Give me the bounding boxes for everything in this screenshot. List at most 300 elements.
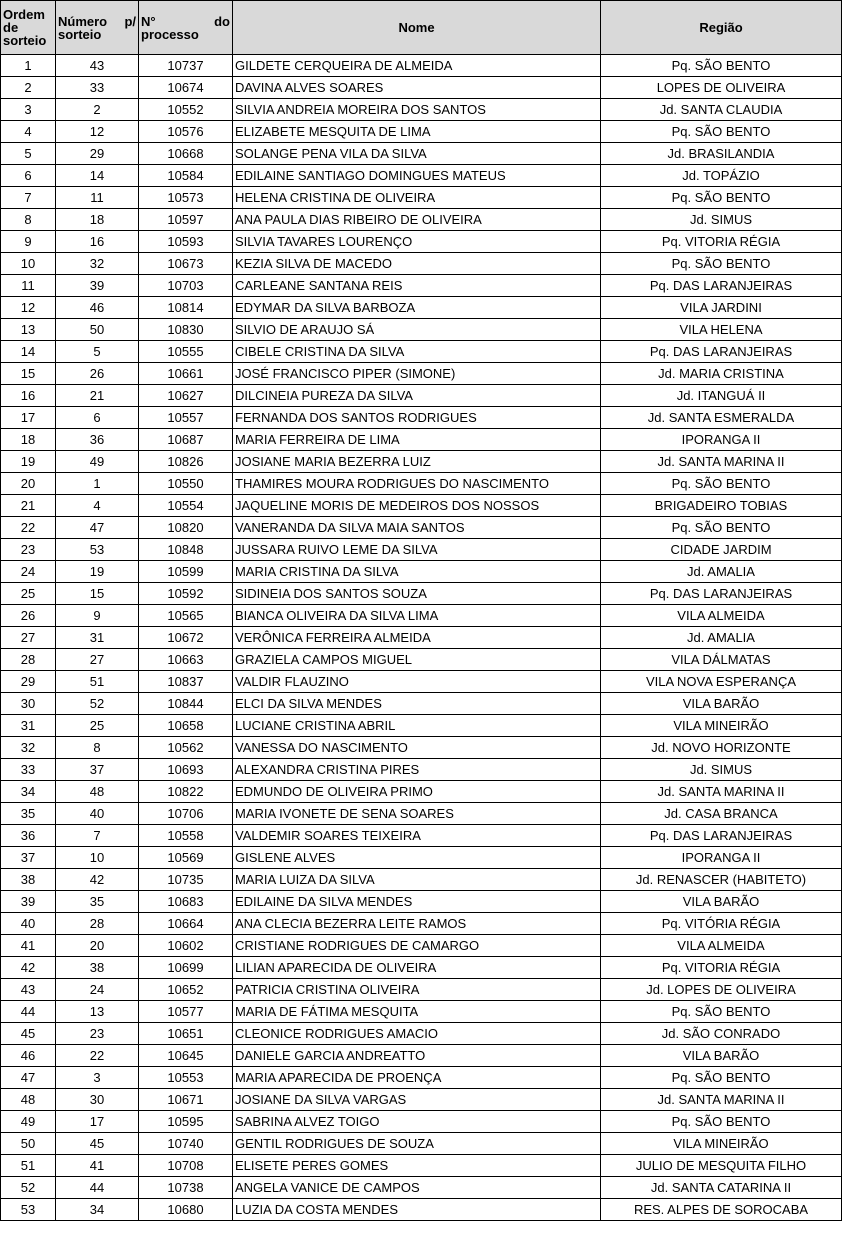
cell-regiao: CIDADE JARDIM xyxy=(601,539,842,561)
cell-regiao: Jd. SÃO CONRADO xyxy=(601,1023,842,1045)
table-row xyxy=(1,1067,842,1089)
cell-regiao: Pq. DAS LARANJEIRAS xyxy=(601,583,842,605)
table-row xyxy=(1,803,842,825)
cell-regiao: Jd. SIMUS xyxy=(601,209,842,231)
cell-processo: 10822 xyxy=(139,781,233,803)
cell-numero-sorteio: 13 xyxy=(56,1001,139,1023)
table-row xyxy=(1,847,842,869)
table-row xyxy=(1,451,842,473)
cell-numero-sorteio: 27 xyxy=(56,649,139,671)
cell-regiao: VILA HELENA xyxy=(601,319,842,341)
cell-numero-sorteio: 45 xyxy=(56,1133,139,1155)
header-ordem-line3: sorteio xyxy=(3,33,47,48)
cell-regiao: Pq. VITÓRIA RÉGIA xyxy=(601,913,842,935)
table-row xyxy=(1,1111,842,1133)
cell-nome: GISLENE ALVES xyxy=(233,847,601,869)
cell-ordem: 2 xyxy=(1,77,56,99)
cell-ordem: 39 xyxy=(1,891,56,913)
cell-ordem: 34 xyxy=(1,781,56,803)
cell-nome: MARIA APARECIDA DE PROENÇA xyxy=(233,1067,601,1089)
cell-numero-sorteio: 28 xyxy=(56,913,139,935)
cell-regiao: IPORANGA II xyxy=(601,429,842,451)
table-row xyxy=(1,605,842,627)
cell-processo: 10652 xyxy=(139,979,233,1001)
cell-numero-sorteio: 7 xyxy=(56,825,139,847)
cell-processo: 10844 xyxy=(139,693,233,715)
table-row xyxy=(1,187,842,209)
cell-numero-sorteio: 34 xyxy=(56,1199,139,1221)
table-row xyxy=(1,407,842,429)
cell-regiao: Pq. SÃO BENTO xyxy=(601,253,842,275)
cell-processo: 10830 xyxy=(139,319,233,341)
cell-nome: EDILAINE DA SILVA MENDES xyxy=(233,891,601,913)
table-row xyxy=(1,121,842,143)
cell-nome: JOSIANE DA SILVA VARGAS xyxy=(233,1089,601,1111)
cell-nome: DAVINA ALVES SOARES xyxy=(233,77,601,99)
cell-nome: SIDINEIA DOS SANTOS SOUZA xyxy=(233,583,601,605)
table-row xyxy=(1,979,842,1001)
table-row xyxy=(1,1001,842,1023)
table-row xyxy=(1,957,842,979)
cell-numero-sorteio: 16 xyxy=(56,231,139,253)
cell-regiao: Pq. DAS LARANJEIRAS xyxy=(601,341,842,363)
cell-numero-sorteio: 18 xyxy=(56,209,139,231)
cell-ordem: 10 xyxy=(1,253,56,275)
table-row xyxy=(1,825,842,847)
cell-ordem: 14 xyxy=(1,341,56,363)
cell-numero-sorteio: 24 xyxy=(56,979,139,1001)
cell-numero-sorteio: 9 xyxy=(56,605,139,627)
cell-nome: ELIZABETE MESQUITA DE LIMA xyxy=(233,121,601,143)
table-row xyxy=(1,517,842,539)
cell-processo: 10584 xyxy=(139,165,233,187)
cell-regiao: Jd. LOPES DE OLIVEIRA xyxy=(601,979,842,1001)
cell-processo: 10668 xyxy=(139,143,233,165)
cell-numero-sorteio: 36 xyxy=(56,429,139,451)
cell-nome: GRAZIELA CAMPOS MIGUEL xyxy=(233,649,601,671)
cell-numero-sorteio: 25 xyxy=(56,715,139,737)
cell-regiao: Jd. SANTA CATARINA II xyxy=(601,1177,842,1199)
table-row xyxy=(1,165,842,187)
cell-processo: 10554 xyxy=(139,495,233,517)
cell-ordem: 30 xyxy=(1,693,56,715)
cell-processo: 10550 xyxy=(139,473,233,495)
cell-numero-sorteio: 19 xyxy=(56,561,139,583)
cell-processo: 10553 xyxy=(139,1067,233,1089)
cell-regiao: VILA MINEIRÃO xyxy=(601,715,842,737)
cell-processo: 10597 xyxy=(139,209,233,231)
cell-processo: 10627 xyxy=(139,385,233,407)
table-row xyxy=(1,1133,842,1155)
table-row xyxy=(1,77,842,99)
cell-regiao: Pq. VITORIA RÉGIA xyxy=(601,957,842,979)
cell-ordem: 24 xyxy=(1,561,56,583)
cell-ordem: 32 xyxy=(1,737,56,759)
cell-regiao: VILA NOVA ESPERANÇA xyxy=(601,671,842,693)
cell-nome: JAQUELINE MORIS DE MEDEIROS DOS NOSSOS xyxy=(233,495,601,517)
cell-nome: BIANCA OLIVEIRA DA SILVA LIMA xyxy=(233,605,601,627)
cell-regiao: VILA MINEIRÃO xyxy=(601,1133,842,1155)
cell-processo: 10555 xyxy=(139,341,233,363)
cell-numero-sorteio: 17 xyxy=(56,1111,139,1133)
cell-numero-sorteio: 5 xyxy=(56,341,139,363)
cell-numero-sorteio: 48 xyxy=(56,781,139,803)
cell-nome: SABRINA ALVEZ TOIGO xyxy=(233,1111,601,1133)
cell-nome: JOSIANE MARIA BEZERRA LUIZ xyxy=(233,451,601,473)
cell-nome: VANESSA DO NASCIMENTO xyxy=(233,737,601,759)
cell-numero-sorteio: 8 xyxy=(56,737,139,759)
cell-ordem: 48 xyxy=(1,1089,56,1111)
cell-numero-sorteio: 32 xyxy=(56,253,139,275)
table-row xyxy=(1,561,842,583)
cell-regiao: VILA DÁLMATAS xyxy=(601,649,842,671)
cell-nome: ANGELA VANICE DE CAMPOS xyxy=(233,1177,601,1199)
cell-ordem: 53 xyxy=(1,1199,56,1221)
cell-regiao: VILA JARDINI xyxy=(601,297,842,319)
table-row xyxy=(1,781,842,803)
cell-numero-sorteio: 38 xyxy=(56,957,139,979)
header-regiao: Região xyxy=(601,1,842,55)
cell-numero-sorteio: 4 xyxy=(56,495,139,517)
cell-regiao: Jd. SANTA ESMERALDA xyxy=(601,407,842,429)
cell-numero-sorteio: 52 xyxy=(56,693,139,715)
cell-nome: EDMUNDO DE OLIVEIRA PRIMO xyxy=(233,781,601,803)
cell-numero-sorteio: 6 xyxy=(56,407,139,429)
cell-numero-sorteio: 23 xyxy=(56,1023,139,1045)
header-processo-line1b: do xyxy=(214,13,230,29)
table-row xyxy=(1,143,842,165)
cell-nome: ANA PAULA DIAS RIBEIRO DE OLIVEIRA xyxy=(233,209,601,231)
cell-nome: LUCIANE CRISTINA ABRIL xyxy=(233,715,601,737)
cell-ordem: 29 xyxy=(1,671,56,693)
table-row xyxy=(1,99,842,121)
cell-ordem: 15 xyxy=(1,363,56,385)
cell-numero-sorteio: 3 xyxy=(56,1067,139,1089)
cell-ordem: 12 xyxy=(1,297,56,319)
table-row xyxy=(1,297,842,319)
table-row xyxy=(1,583,842,605)
cell-numero-sorteio: 12 xyxy=(56,121,139,143)
table-header xyxy=(1,1,842,55)
table-row xyxy=(1,935,842,957)
cell-ordem: 52 xyxy=(1,1177,56,1199)
cell-processo: 10664 xyxy=(139,913,233,935)
header-processo-line1a: N° xyxy=(141,13,156,29)
cell-numero-sorteio: 50 xyxy=(56,319,139,341)
cell-numero-sorteio: 46 xyxy=(56,297,139,319)
cell-numero-sorteio: 42 xyxy=(56,869,139,891)
cell-regiao: LOPES DE OLIVEIRA xyxy=(601,77,842,99)
cell-processo: 10573 xyxy=(139,187,233,209)
cell-ordem: 50 xyxy=(1,1133,56,1155)
cell-numero-sorteio: 41 xyxy=(56,1155,139,1177)
cell-nome: MARIA CRISTINA DA SILVA xyxy=(233,561,601,583)
cell-processo: 10814 xyxy=(139,297,233,319)
cell-processo: 10592 xyxy=(139,583,233,605)
cell-processo: 10557 xyxy=(139,407,233,429)
cell-ordem: 22 xyxy=(1,517,56,539)
cell-ordem: 19 xyxy=(1,451,56,473)
cell-ordem: 46 xyxy=(1,1045,56,1067)
header-numero-line1a: Número xyxy=(58,13,108,29)
cell-ordem: 27 xyxy=(1,627,56,649)
cell-nome: KEZIA SILVA DE MACEDO xyxy=(233,253,601,275)
cell-processo: 10645 xyxy=(139,1045,233,1067)
cell-regiao: Jd. RENASCER (HABITETO) xyxy=(601,869,842,891)
cell-regiao: Pq. VITORIA RÉGIA xyxy=(601,231,842,253)
cell-nome: JOSÉ FRANCISCO PIPER (SIMONE) xyxy=(233,363,601,385)
table-row xyxy=(1,1023,842,1045)
cell-ordem: 45 xyxy=(1,1023,56,1045)
cell-numero-sorteio: 22 xyxy=(56,1045,139,1067)
cell-regiao: Jd. SANTA MARINA II xyxy=(601,451,842,473)
cell-processo: 10699 xyxy=(139,957,233,979)
cell-numero-sorteio: 29 xyxy=(56,143,139,165)
cell-regiao: IPORANGA II xyxy=(601,847,842,869)
table-row xyxy=(1,473,842,495)
cell-numero-sorteio: 44 xyxy=(56,1177,139,1199)
cell-ordem: 31 xyxy=(1,715,56,737)
cell-nome: CIBELE CRISTINA DA SILVA xyxy=(233,341,601,363)
cell-nome: MARIA IVONETE DE SENA SOARES xyxy=(233,803,601,825)
cell-ordem: 18 xyxy=(1,429,56,451)
cell-numero-sorteio: 31 xyxy=(56,627,139,649)
cell-ordem: 20 xyxy=(1,473,56,495)
cell-nome: CRISTIANE RODRIGUES DE CAMARGO xyxy=(233,935,601,957)
cell-nome: MARIA DE FÁTIMA MESQUITA xyxy=(233,1001,601,1023)
cell-nome: PATRICIA CRISTINA OLIVEIRA xyxy=(233,979,601,1001)
table-row xyxy=(1,715,842,737)
cell-regiao: VILA BARÃO xyxy=(601,891,842,913)
cell-processo: 10674 xyxy=(139,77,233,99)
cell-nome: MARIA FERREIRA DE LIMA xyxy=(233,429,601,451)
table-row xyxy=(1,737,842,759)
cell-processo: 10595 xyxy=(139,1111,233,1133)
cell-processo: 10848 xyxy=(139,539,233,561)
cell-processo: 10693 xyxy=(139,759,233,781)
cell-processo: 10708 xyxy=(139,1155,233,1177)
table-row xyxy=(1,319,842,341)
cell-numero-sorteio: 49 xyxy=(56,451,139,473)
header-numero-processo xyxy=(139,1,233,55)
cell-processo: 10837 xyxy=(139,671,233,693)
cell-regiao: Pq. DAS LARANJEIRAS xyxy=(601,825,842,847)
cell-regiao: Jd. SANTA MARINA II xyxy=(601,1089,842,1111)
cell-numero-sorteio: 26 xyxy=(56,363,139,385)
cell-nome: SILVIO DE ARAUJO SÁ xyxy=(233,319,601,341)
cell-nome: THAMIRES MOURA RODRIGUES DO NASCIMENTO xyxy=(233,473,601,495)
cell-regiao: Jd. SANTA MARINA II xyxy=(601,781,842,803)
cell-regiao: Pq. SÃO BENTO xyxy=(601,1001,842,1023)
cell-numero-sorteio: 35 xyxy=(56,891,139,913)
cell-nome: ALEXANDRA CRISTINA PIRES xyxy=(233,759,601,781)
cell-nome: FERNANDA DOS SANTOS RODRIGUES xyxy=(233,407,601,429)
table-row xyxy=(1,363,842,385)
cell-regiao: JULIO DE MESQUITA FILHO xyxy=(601,1155,842,1177)
cell-regiao: Jd. CASA BRANCA xyxy=(601,803,842,825)
cell-numero-sorteio: 21 xyxy=(56,385,139,407)
cell-nome: VALDEMIR SOARES TEIXEIRA xyxy=(233,825,601,847)
cell-ordem: 47 xyxy=(1,1067,56,1089)
cell-numero-sorteio: 11 xyxy=(56,187,139,209)
table-row xyxy=(1,341,842,363)
cell-regiao: Jd. TOPÁZIO xyxy=(601,165,842,187)
cell-ordem: 11 xyxy=(1,275,56,297)
cell-numero-sorteio: 37 xyxy=(56,759,139,781)
cell-numero-sorteio: 1 xyxy=(56,473,139,495)
cell-processo: 10735 xyxy=(139,869,233,891)
table-row xyxy=(1,1045,842,1067)
cell-numero-sorteio: 2 xyxy=(56,99,139,121)
table-row xyxy=(1,495,842,517)
cell-nome: MARIA LUIZA DA SILVA xyxy=(233,869,601,891)
cell-regiao: Jd. BRASILANDIA xyxy=(601,143,842,165)
table-row xyxy=(1,913,842,935)
cell-numero-sorteio: 40 xyxy=(56,803,139,825)
cell-numero-sorteio: 53 xyxy=(56,539,139,561)
cell-ordem: 1 xyxy=(1,55,56,77)
table-row xyxy=(1,1199,842,1221)
cell-processo: 10576 xyxy=(139,121,233,143)
cell-ordem: 43 xyxy=(1,979,56,1001)
cell-regiao: RES. ALPES DE SOROCABA xyxy=(601,1199,842,1221)
cell-ordem: 51 xyxy=(1,1155,56,1177)
table-row xyxy=(1,869,842,891)
cell-ordem: 7 xyxy=(1,187,56,209)
cell-processo: 10826 xyxy=(139,451,233,473)
cell-ordem: 17 xyxy=(1,407,56,429)
cell-numero-sorteio: 39 xyxy=(56,275,139,297)
header-ordem-line2: de xyxy=(3,20,19,35)
cell-processo: 10738 xyxy=(139,1177,233,1199)
cell-processo: 10703 xyxy=(139,275,233,297)
table-body xyxy=(1,55,842,1221)
cell-numero-sorteio: 51 xyxy=(56,671,139,693)
cell-ordem: 5 xyxy=(1,143,56,165)
cell-processo: 10672 xyxy=(139,627,233,649)
table-row xyxy=(1,649,842,671)
header-processo-line2: processo xyxy=(141,26,199,42)
cell-ordem: 42 xyxy=(1,957,56,979)
cell-numero-sorteio: 20 xyxy=(56,935,139,957)
cell-ordem: 38 xyxy=(1,869,56,891)
cell-nome: VANERANDA DA SILVA MAIA SANTOS xyxy=(233,517,601,539)
cell-processo: 10740 xyxy=(139,1133,233,1155)
cell-numero-sorteio: 43 xyxy=(56,55,139,77)
table-row xyxy=(1,429,842,451)
cell-regiao: VILA BARÃO xyxy=(601,693,842,715)
cell-ordem: 9 xyxy=(1,231,56,253)
cell-nome: EDILAINE SANTIAGO DOMINGUES MATEUS xyxy=(233,165,601,187)
cell-ordem: 21 xyxy=(1,495,56,517)
cell-regiao: Jd. SANTA CLAUDIA xyxy=(601,99,842,121)
cell-regiao: Pq. SÃO BENTO xyxy=(601,121,842,143)
header-numero-line2: sorteio xyxy=(58,26,102,42)
cell-nome: SILVIA ANDREIA MOREIRA DOS SANTOS xyxy=(233,99,601,121)
cell-processo: 10673 xyxy=(139,253,233,275)
cell-processo: 10599 xyxy=(139,561,233,583)
table-row xyxy=(1,55,842,77)
table-row xyxy=(1,253,842,275)
cell-nome: DANIELE GARCIA ANDREATTO xyxy=(233,1045,601,1067)
header-ordem-line1: Ordem xyxy=(3,7,45,22)
cell-nome: LUZIA DA COSTA MENDES xyxy=(233,1199,601,1221)
cell-ordem: 35 xyxy=(1,803,56,825)
cell-numero-sorteio: 30 xyxy=(56,1089,139,1111)
cell-processo: 10562 xyxy=(139,737,233,759)
cell-regiao: Jd. AMALIA xyxy=(601,561,842,583)
header-numero-line1b: p/ xyxy=(124,13,136,29)
cell-ordem: 13 xyxy=(1,319,56,341)
cell-regiao: BRIGADEIRO TOBIAS xyxy=(601,495,842,517)
cell-ordem: 37 xyxy=(1,847,56,869)
cell-processo: 10552 xyxy=(139,99,233,121)
cell-regiao: Jd. AMALIA xyxy=(601,627,842,649)
cell-ordem: 44 xyxy=(1,1001,56,1023)
table-row xyxy=(1,209,842,231)
header-ordem-sorteio xyxy=(1,1,56,55)
cell-numero-sorteio: 10 xyxy=(56,847,139,869)
cell-processo: 10737 xyxy=(139,55,233,77)
cell-ordem: 36 xyxy=(1,825,56,847)
cell-nome: ELCI DA SILVA MENDES xyxy=(233,693,601,715)
cell-processo: 10658 xyxy=(139,715,233,737)
cell-nome: SILVIA TAVARES LOURENÇO xyxy=(233,231,601,253)
table-row xyxy=(1,693,842,715)
cell-ordem: 4 xyxy=(1,121,56,143)
cell-nome: CLEONICE RODRIGUES AMACIO xyxy=(233,1023,601,1045)
cell-regiao: Jd. MARIA CRISTINA xyxy=(601,363,842,385)
cell-nome: ANA CLECIA BEZERRA LEITE RAMOS xyxy=(233,913,601,935)
cell-regiao: Pq. SÃO BENTO xyxy=(601,1111,842,1133)
cell-processo: 10820 xyxy=(139,517,233,539)
cell-nome: CARLEANE SANTANA REIS xyxy=(233,275,601,297)
table-row xyxy=(1,275,842,297)
cell-regiao: Pq. DAS LARANJEIRAS xyxy=(601,275,842,297)
cell-processo: 10671 xyxy=(139,1089,233,1111)
cell-numero-sorteio: 47 xyxy=(56,517,139,539)
cell-regiao: VILA ALMEIDA xyxy=(601,935,842,957)
cell-nome: GILDETE CERQUEIRA DE ALMEIDA xyxy=(233,55,601,77)
table-row xyxy=(1,231,842,253)
table-row xyxy=(1,671,842,693)
cell-ordem: 6 xyxy=(1,165,56,187)
cell-ordem: 8 xyxy=(1,209,56,231)
cell-ordem: 25 xyxy=(1,583,56,605)
cell-regiao: VILA BARÃO xyxy=(601,1045,842,1067)
cell-nome: SOLANGE PENA VILA DA SILVA xyxy=(233,143,601,165)
cell-ordem: 3 xyxy=(1,99,56,121)
cell-regiao: Jd. NOVO HORIZONTE xyxy=(601,737,842,759)
cell-processo: 10706 xyxy=(139,803,233,825)
table-row xyxy=(1,1177,842,1199)
cell-regiao: Pq. SÃO BENTO xyxy=(601,1067,842,1089)
cell-processo: 10661 xyxy=(139,363,233,385)
cell-regiao: Jd. ITANGUÁ II xyxy=(601,385,842,407)
cell-regiao: Jd. SIMUS xyxy=(601,759,842,781)
cell-processo: 10569 xyxy=(139,847,233,869)
cell-processo: 10577 xyxy=(139,1001,233,1023)
cell-ordem: 33 xyxy=(1,759,56,781)
cell-processo: 10680 xyxy=(139,1199,233,1221)
cell-nome: ELISETE PERES GOMES xyxy=(233,1155,601,1177)
cell-nome: EDYMAR DA SILVA BARBOZA xyxy=(233,297,601,319)
cell-ordem: 28 xyxy=(1,649,56,671)
cell-processo: 10651 xyxy=(139,1023,233,1045)
cell-numero-sorteio: 15 xyxy=(56,583,139,605)
cell-nome: HELENA CRISTINA DE OLIVEIRA xyxy=(233,187,601,209)
table-row xyxy=(1,891,842,913)
